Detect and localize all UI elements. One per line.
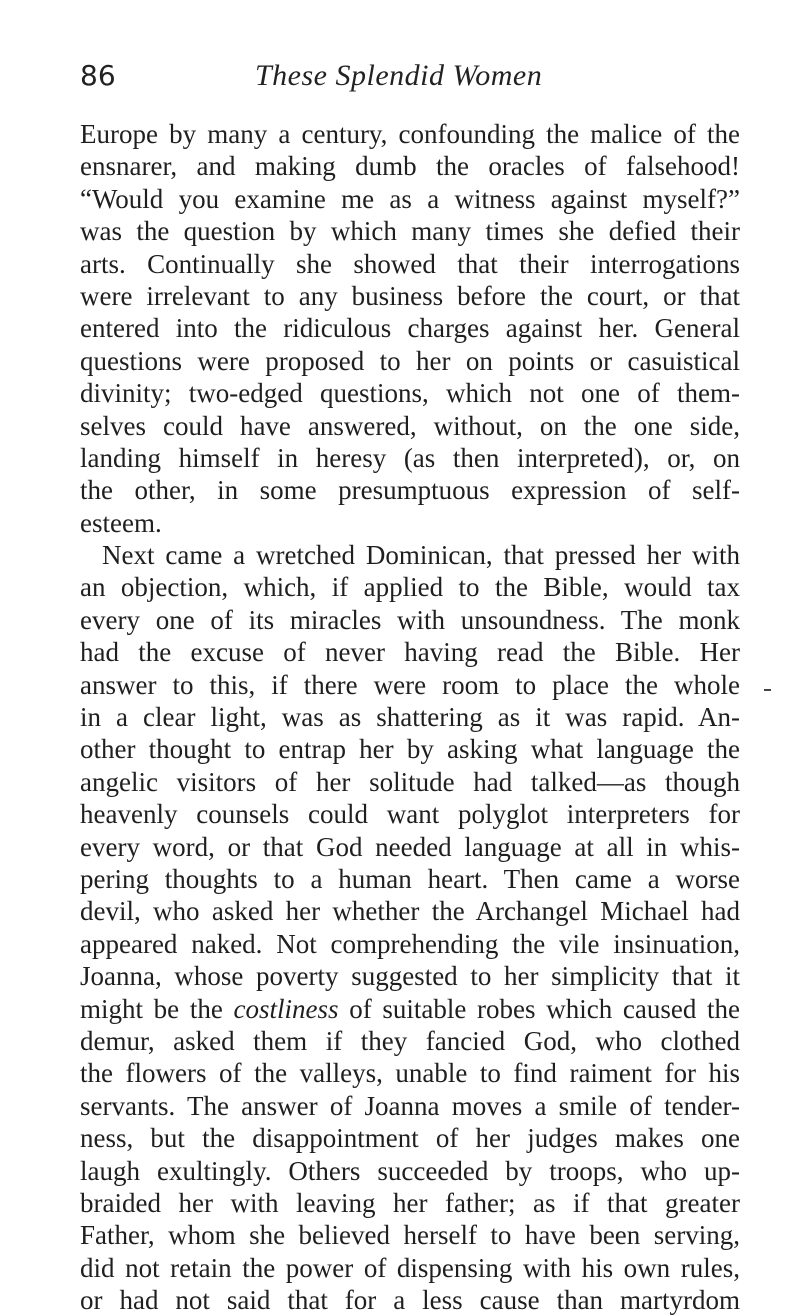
text-line: Father, whom she believed herself to have been serving,	[80, 1220, 740, 1251]
text-line: arts. Continually she showed that their interrogations	[80, 248, 740, 279]
body-text	[80, 118, 740, 1316]
line-segment: might be the	[80, 993, 223, 1024]
text-line: servants. The answer of Joanna moves a smile of tender-	[80, 1090, 740, 1121]
text-line: ness, but the disappointment of her judges makes one	[80, 1123, 740, 1154]
text-line: pering thoughts to a human heart. Then came a worse	[80, 863, 740, 894]
text-line: demur, asked them if they fancied God, who clothed	[80, 1025, 740, 1056]
text-line: the flowers of the valleys, unable to find raiment for his	[80, 1058, 740, 1089]
text-line: ensnarer, and making dumb the oracles of falsehood!	[80, 151, 740, 182]
text-line: in a clear light, was as shattering as it was rapid. An-	[80, 702, 740, 733]
text-line: Europe by many a century, confounding the malice of the	[80, 119, 740, 149]
text-line: laugh exultingly. Others succeeded by troops, who up-	[80, 1155, 740, 1186]
text-line: every word, or that God needed language at all in whis-	[80, 831, 740, 862]
text-line: landing himself in heresy (as then interpreted), or, on	[80, 442, 740, 473]
text-line: had the excuse of never having read the Bible. Her	[80, 637, 740, 668]
italic-word: costliness	[233, 993, 339, 1024]
margin-mark	[764, 689, 771, 691]
line-segment: of suitable robes which caused the	[349, 993, 740, 1024]
text-line: Next came a wretched Dominican, that pressed her with	[102, 540, 740, 571]
text-line: questions were proposed to her on points or casuistical	[80, 345, 740, 376]
text-line: angelic visitors of her solitude had talked—as though	[80, 766, 740, 797]
text-line: answer to this, if there were room to place the whole	[80, 669, 740, 700]
text-line: esteem.	[80, 507, 162, 538]
text-line: selves could have answered, without, on the one side,	[80, 410, 740, 441]
text-line: or had not said that for a less cause than martyrdom	[80, 1285, 740, 1316]
running-title: These Splendid Women	[255, 59, 543, 92]
text-line: did not retain the power of dispensing with his own rules,	[80, 1252, 740, 1283]
text-line: an objection, which, if applied to the Bible, would tax	[80, 572, 740, 603]
text-line: every one of its miracles with unsoundness. The monk	[80, 604, 740, 635]
text-line: the other, in some presumptuous expression of self-	[80, 475, 740, 506]
text-line: “Would you examine me as a witness against myself?”	[80, 183, 740, 214]
text-line: divinity; two-edged questions, which not one of them-	[80, 378, 740, 409]
text-line: Joanna, whose poverty suggested to her simplicity that it	[80, 961, 740, 992]
text-line: devil, who asked her whether the Archangel Michael had	[80, 896, 740, 927]
text-line: appeared naked. Not comprehending the vile insinuation,	[80, 928, 740, 959]
text-line: entered into the ridiculous charges against her. General	[80, 313, 740, 344]
running-head	[80, 58, 740, 98]
text-line: heavenly counsels could want polyglot interpreters for	[80, 799, 740, 830]
text-line: was the question by which many times she defied their	[80, 216, 740, 247]
text-line: were irrelevant to any business before the court, or that	[80, 280, 740, 311]
text-line: braided her with leaving her father; as if that greater	[80, 1187, 740, 1218]
page-number: 86	[80, 59, 116, 92]
text-line-with-italic	[80, 993, 740, 1025]
text-line: other thought to entrap her by asking what language the	[80, 734, 740, 765]
